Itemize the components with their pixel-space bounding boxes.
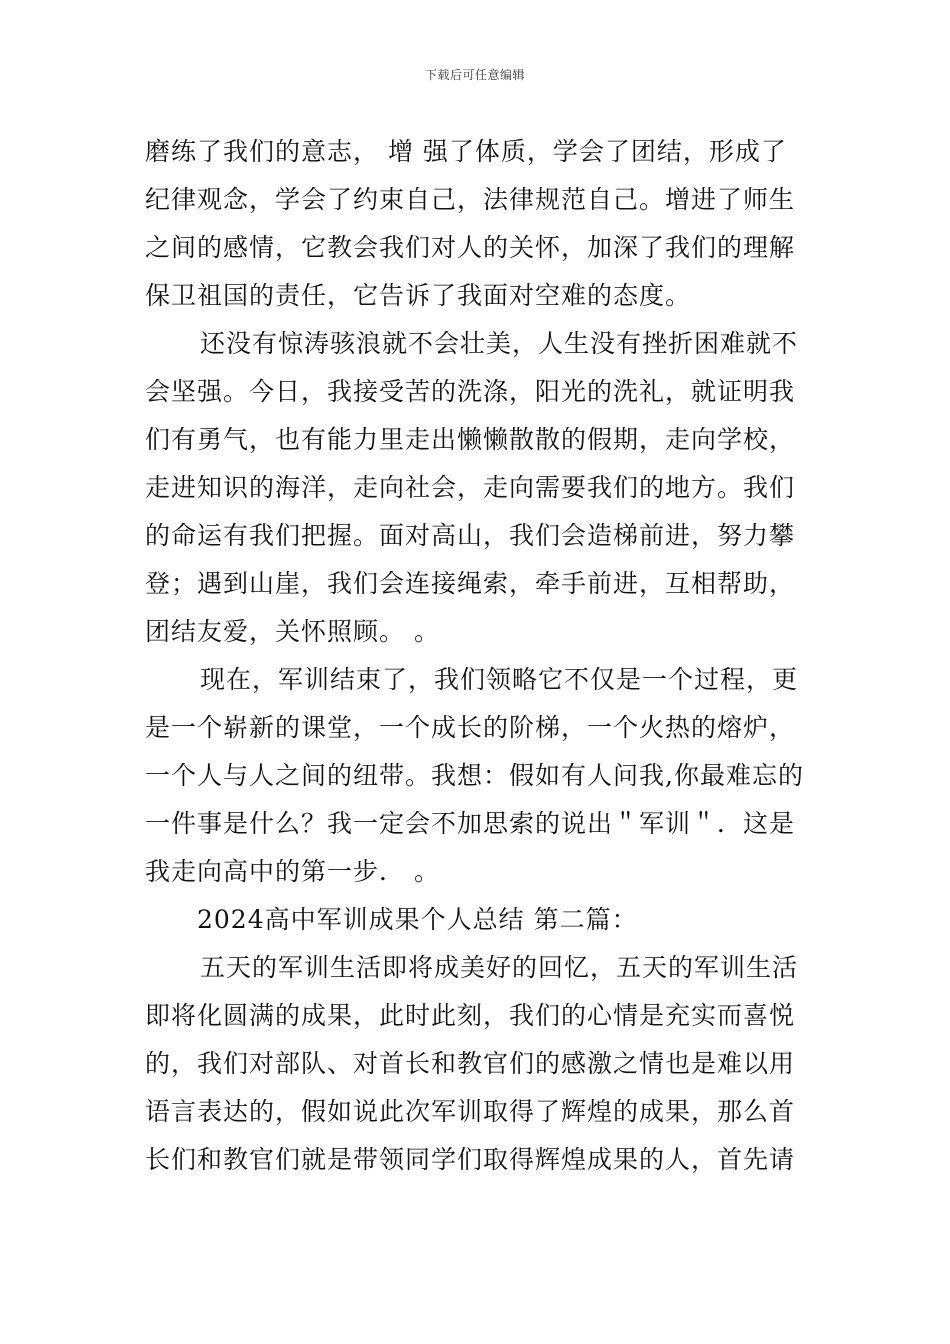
text-line: 长们和教官们就是带领同学们取得辉煌成果的人，首先请 <box>145 1145 796 1174</box>
text-line: 语言表达的，假如说此次军训取得了辉煌的成果，那么首 <box>145 1097 796 1126</box>
text-line: 即将化圆满的成果，此时此刻，我们的心情是充实而喜悦 <box>145 1001 796 1030</box>
paragraph-start-line: 还没有惊涛骇浪就不会壮美，人生没有挫折困难就不 <box>200 329 799 358</box>
body-text <box>145 128 810 1184</box>
text-line: 的命运有我们把握。面对高山，我们会造梯前进，努力攀 <box>145 521 796 550</box>
paragraph-start-line: 五天的军训生活即将成美好的回忆，五天的军训生活 <box>200 953 799 982</box>
text-line: 会坚强。今日，我接受苦的洗涤，阳光的洗礼，就证明我 <box>145 377 796 406</box>
text-line: 登；遇到山崖，我们会连接绳索，牵手前进，互相帮助， <box>145 569 796 598</box>
text-line: 保卫祖国的责任，它告诉了我面对空难的态度。 <box>145 281 692 310</box>
text-line: 之间的感情，它教会我们对人的关怀，加深了我们的理解 <box>145 233 796 262</box>
text-line: 们有勇气，也有能力里走出懒懒散散的假期，走向学校， <box>145 425 796 454</box>
header-note: 下载后可任意编辑 <box>424 68 525 82</box>
text-line: 是一个崭新的课堂，一个成长的阶梯，一个火热的熔炉， <box>145 713 796 742</box>
text-line: 的，我们对部队、对首长和教官们的感激之情也是难以用 <box>145 1049 796 1078</box>
text-line: 走进知识的海洋，走向社会，走向需要我们的地方。我们 <box>145 473 796 502</box>
text-line: 纪律观念，学会了约束自己，法律规范自己。增进了师生 <box>145 185 796 214</box>
text-line: 磨练了我们的意志， 增 强了体质，学会了团结，形成了 <box>145 137 787 166</box>
paragraph-start-line: 现在，军训结束了，我们领略它不仅是一个过程，更 <box>200 665 799 694</box>
text-line: 团结友爱，关怀照顾。 。 <box>145 617 440 646</box>
section-heading: 2024高中军训成果个人总结 第二篇： <box>197 905 638 934</box>
text-line: 一件事是什么？我一定会不加思索的说出＂军训＂．这是 <box>145 809 796 838</box>
text-line: 一个人与人之间的纽带。我想：假如有人问我,你最难忘的 <box>145 761 804 790</box>
text-line: 我走向高中的第一步． 。 <box>145 857 440 886</box>
